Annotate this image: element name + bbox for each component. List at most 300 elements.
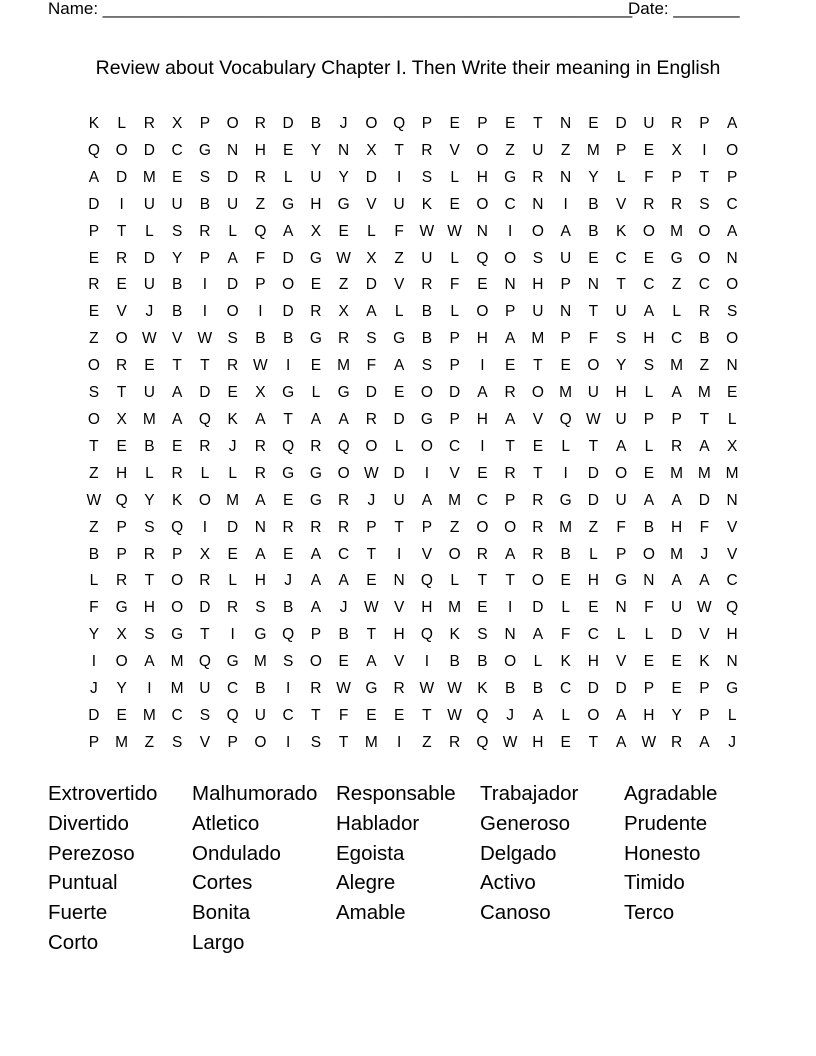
grid-letter[interactable]: N <box>532 195 544 213</box>
grid-letter[interactable]: G <box>393 330 406 348</box>
grid-letter[interactable]: A <box>504 545 516 563</box>
grid-letter[interactable]: I <box>147 680 152 698</box>
grid-letter[interactable]: A <box>615 733 627 751</box>
grid-letter[interactable]: M <box>586 141 600 159</box>
grid-letter[interactable]: L <box>450 303 459 321</box>
grid-letter[interactable]: D <box>449 384 461 402</box>
grid-letter[interactable]: L <box>644 626 654 644</box>
grid-letter[interactable]: A <box>421 491 433 509</box>
grid-letter[interactable]: D <box>671 626 683 644</box>
grid-letter[interactable]: L <box>561 706 570 724</box>
grid-letter[interactable]: U <box>393 195 405 213</box>
grid-letter[interactable]: F <box>560 626 571 644</box>
grid-letter[interactable]: Z <box>255 195 266 213</box>
grid-letter[interactable]: E <box>643 249 655 267</box>
grid-letter[interactable]: A <box>88 168 100 186</box>
grid-letter[interactable]: J <box>145 303 154 321</box>
grid-letter[interactable]: P <box>726 168 738 186</box>
grid-letter[interactable]: W <box>419 680 435 698</box>
grid-letter[interactable]: T <box>200 626 210 644</box>
grid-letter[interactable]: Z <box>89 518 99 536</box>
grid-letter[interactable]: F <box>366 357 377 375</box>
grid-letter[interactable]: S <box>477 626 488 644</box>
grid-letter[interactable]: E <box>227 384 238 402</box>
grid-letter[interactable]: M <box>170 680 184 698</box>
grid-letter[interactable]: L <box>450 572 459 590</box>
grid-letter[interactable]: L <box>616 626 626 644</box>
grid-letter[interactable]: V <box>615 653 627 671</box>
grid-letter[interactable]: G <box>115 599 128 617</box>
grid-letter[interactable]: N <box>254 518 266 536</box>
grid-letter[interactable]: P <box>116 545 127 563</box>
grid-letter[interactable]: I <box>285 357 291 375</box>
grid-letter[interactable]: H <box>310 195 322 213</box>
grid-letter[interactable]: C <box>643 276 655 294</box>
grid-letter[interactable]: D <box>116 168 128 186</box>
grid-letter[interactable]: B <box>532 680 544 698</box>
grid-letter[interactable]: X <box>171 115 183 132</box>
grid-letter[interactable]: N <box>560 115 572 132</box>
grid-letter[interactable]: Y <box>615 357 627 375</box>
grid-letter[interactable]: T <box>505 572 515 590</box>
grid-letter[interactable]: G <box>365 680 378 698</box>
grid-letter[interactable]: E <box>338 222 349 240</box>
grid-letter[interactable]: U <box>560 249 572 267</box>
grid-letter[interactable]: A <box>282 222 294 240</box>
grid-letter[interactable]: H <box>254 141 266 159</box>
grid-letter[interactable]: A <box>227 249 238 267</box>
grid-letter[interactable]: Z <box>338 276 349 294</box>
grid-letter[interactable]: Y <box>338 168 349 186</box>
grid-letter[interactable]: W <box>641 733 657 751</box>
grid-letter[interactable]: E <box>532 437 544 455</box>
grid-letter[interactable]: D <box>615 115 627 132</box>
grid-letter[interactable]: D <box>143 141 155 159</box>
grid-letter[interactable]: B <box>171 303 183 321</box>
grid-letter[interactable]: D <box>282 115 294 132</box>
grid-letter[interactable]: B <box>588 222 599 240</box>
grid-letter[interactable]: B <box>560 545 571 563</box>
grid-letter[interactable]: M <box>448 599 462 617</box>
grid-letter[interactable]: S <box>310 733 322 751</box>
grid-letter[interactable]: P <box>449 410 460 428</box>
grid-letter[interactable]: K <box>171 491 183 509</box>
grid-letter[interactable]: E <box>116 437 127 455</box>
grid-letter[interactable]: C <box>671 330 683 348</box>
grid-letter[interactable]: A <box>477 384 488 402</box>
grid-letter[interactable]: P <box>615 545 627 563</box>
grid-letter[interactable]: W <box>364 464 379 482</box>
grid-letter[interactable]: S <box>171 222 183 240</box>
grid-letter[interactable]: J <box>284 572 292 590</box>
grid-letter[interactable]: W <box>419 222 435 240</box>
grid-letter[interactable]: O <box>476 195 489 213</box>
grid-letter[interactable]: N <box>560 168 572 186</box>
grid-letter[interactable]: O <box>504 518 517 536</box>
grid-letter[interactable]: R <box>310 437 322 455</box>
grid-letter[interactable]: O <box>115 330 128 348</box>
grid-letter[interactable]: M <box>142 410 156 428</box>
grid-letter[interactable]: D <box>365 168 377 186</box>
grid-letter[interactable]: R <box>310 303 322 321</box>
grid-letter[interactable]: P <box>88 222 100 240</box>
grid-letter[interactable]: Z <box>560 141 571 159</box>
grid-letter[interactable]: A <box>366 303 377 321</box>
grid-letter[interactable]: E <box>671 653 682 671</box>
grid-letter[interactable]: J <box>367 491 376 509</box>
grid-letter[interactable]: V <box>199 733 211 751</box>
grid-letter[interactable]: C <box>587 626 599 644</box>
grid-letter[interactable]: P <box>671 168 682 186</box>
grid-letter[interactable]: O <box>309 653 322 671</box>
grid-letter[interactable]: E <box>393 706 405 724</box>
grid-letter[interactable]: H <box>116 464 128 482</box>
grid-letter[interactable]: R <box>671 437 683 455</box>
grid-letter[interactable]: O <box>87 410 100 428</box>
grid-letter[interactable]: E <box>116 706 127 724</box>
grid-letter[interactable]: T <box>422 706 432 724</box>
grid-letter[interactable]: E <box>477 599 488 617</box>
grid-letter[interactable]: F <box>644 168 654 186</box>
grid-letter[interactable]: P <box>116 518 127 536</box>
grid-letter[interactable]: O <box>282 276 295 294</box>
grid-letter[interactable]: Z <box>505 141 515 159</box>
grid-letter[interactable]: F <box>699 518 710 536</box>
grid-letter[interactable]: V <box>699 626 710 644</box>
grid-letter[interactable]: Q <box>420 572 433 590</box>
grid-letter[interactable]: X <box>116 626 127 644</box>
grid-letter[interactable]: J <box>339 599 348 617</box>
grid-letter[interactable]: O <box>87 357 100 375</box>
grid-letter[interactable]: C <box>282 706 294 724</box>
grid-letter[interactable]: O <box>226 115 239 132</box>
grid-letter[interactable]: I <box>507 599 513 617</box>
grid-letter[interactable]: O <box>531 222 544 240</box>
grid-letter[interactable]: O <box>420 437 433 455</box>
grid-letter[interactable]: T <box>144 572 155 590</box>
grid-letter[interactable]: P <box>504 491 516 509</box>
grid-letter[interactable]: P <box>449 330 460 348</box>
grid-letter[interactable]: X <box>338 303 349 321</box>
grid-letter[interactable]: C <box>449 437 461 455</box>
grid-letter[interactable]: I <box>702 141 707 159</box>
grid-letter[interactable]: P <box>504 303 516 321</box>
grid-letter[interactable]: E <box>116 276 127 294</box>
grid-letter[interactable]: P <box>199 115 211 132</box>
grid-letter[interactable]: M <box>170 653 184 671</box>
grid-letter[interactable]: A <box>560 222 571 240</box>
grid-letter[interactable]: X <box>726 437 738 455</box>
grid-letter[interactable]: P <box>643 410 655 428</box>
grid-letter[interactable]: G <box>282 384 295 402</box>
grid-letter[interactable]: E <box>504 357 516 375</box>
grid-letter[interactable]: W <box>197 330 213 348</box>
grid-letter[interactable]: M <box>559 384 573 402</box>
grid-letter[interactable]: A <box>671 572 682 590</box>
grid-letter[interactable]: B <box>88 545 100 563</box>
grid-letter[interactable]: D <box>365 384 377 402</box>
grid-letter[interactable]: A <box>255 545 266 563</box>
grid-letter[interactable]: G <box>309 491 322 509</box>
grid-letter[interactable]: K <box>477 680 488 698</box>
grid-letter[interactable]: P <box>560 330 571 348</box>
grid-letter[interactable]: B <box>255 680 266 698</box>
grid-letter[interactable]: L <box>561 437 570 455</box>
grid-letter[interactable]: A <box>643 303 655 321</box>
grid-letter[interactable]: H <box>393 626 405 644</box>
grid-letter[interactable]: L <box>367 222 376 240</box>
grid-letter[interactable]: P <box>699 706 710 724</box>
grid-letter[interactable]: I <box>202 518 208 536</box>
grid-letter[interactable]: A <box>393 357 405 375</box>
grid-letter[interactable]: I <box>396 168 402 186</box>
grid-letter[interactable]: T <box>699 168 710 186</box>
grid-letter[interactable]: Q <box>476 733 489 751</box>
grid-letter[interactable]: X <box>199 545 211 563</box>
grid-letter[interactable]: L <box>727 706 737 724</box>
grid-letter[interactable]: A <box>144 653 155 671</box>
grid-letter[interactable]: O <box>171 599 184 617</box>
grid-letter[interactable]: U <box>615 410 627 428</box>
grid-letter[interactable]: B <box>421 330 433 348</box>
grid-letter[interactable]: R <box>199 572 211 590</box>
grid-letter[interactable]: W <box>336 680 351 698</box>
grid-letter[interactable]: E <box>449 195 460 213</box>
grid-letter[interactable]: N <box>726 491 738 509</box>
grid-letter[interactable]: D <box>532 599 544 617</box>
grid-letter[interactable]: V <box>615 195 627 213</box>
grid-letter[interactable]: C <box>338 545 350 563</box>
grid-letter[interactable]: R <box>671 733 683 751</box>
grid-letter[interactable]: Q <box>393 115 406 132</box>
grid-letter[interactable]: T <box>116 222 127 240</box>
grid-letter[interactable]: A <box>615 706 627 724</box>
grid-letter[interactable]: G <box>309 249 322 267</box>
grid-letter[interactable]: K <box>88 115 100 132</box>
grid-letter[interactable]: U <box>143 195 155 213</box>
grid-letter[interactable]: Q <box>337 437 350 455</box>
grid-letter[interactable]: T <box>338 733 349 751</box>
grid-letter[interactable]: S <box>227 330 238 348</box>
grid-letter[interactable]: L <box>145 222 154 240</box>
grid-letter[interactable]: T <box>394 141 404 159</box>
grid-letter[interactable]: R <box>254 115 266 132</box>
grid-letter[interactable]: V <box>532 410 544 428</box>
grid-letter[interactable]: Q <box>282 626 295 644</box>
grid-letter[interactable]: R <box>254 464 266 482</box>
grid-letter[interactable]: L <box>561 599 570 617</box>
grid-letter[interactable]: O <box>726 141 739 159</box>
grid-letter[interactable]: U <box>532 303 544 321</box>
grid-letter[interactable]: T <box>366 626 377 644</box>
grid-letter[interactable]: K <box>615 222 627 240</box>
grid-letter[interactable]: B <box>255 330 266 348</box>
grid-letter[interactable]: S <box>643 357 655 375</box>
grid-letter[interactable]: U <box>227 195 239 213</box>
grid-letter[interactable]: A <box>171 410 183 428</box>
grid-letter[interactable]: C <box>698 276 710 294</box>
grid-letter[interactable]: A <box>726 222 738 240</box>
grid-letter[interactable]: R <box>171 464 183 482</box>
grid-letter[interactable]: N <box>726 357 738 375</box>
grid-letter[interactable]: H <box>726 626 738 644</box>
grid-letter[interactable]: T <box>394 518 404 536</box>
grid-letter[interactable]: R <box>671 195 683 213</box>
grid-letter[interactable]: B <box>504 680 516 698</box>
grid-letter[interactable]: I <box>285 733 291 751</box>
grid-letter[interactable]: W <box>336 249 351 267</box>
grid-letter[interactable]: O <box>448 545 461 563</box>
grid-letter[interactable]: G <box>309 464 322 482</box>
grid-letter[interactable]: R <box>504 384 516 402</box>
grid-letter[interactable]: R <box>227 599 239 617</box>
grid-letter[interactable]: T <box>616 276 626 294</box>
grid-letter[interactable]: T <box>533 464 543 482</box>
grid-letter[interactable]: C <box>560 680 572 698</box>
grid-letter[interactable]: H <box>587 572 599 590</box>
grid-letter[interactable]: S <box>726 303 738 321</box>
grid-letter[interactable]: R <box>199 222 211 240</box>
grid-letter[interactable]: U <box>171 195 183 213</box>
grid-letter[interactable]: D <box>199 599 211 617</box>
grid-letter[interactable]: L <box>672 303 681 321</box>
grid-letter[interactable]: B <box>588 195 599 213</box>
grid-letter[interactable]: R <box>532 518 544 536</box>
grid-letter[interactable]: S <box>199 168 211 186</box>
grid-letter[interactable]: S <box>144 626 155 644</box>
grid-letter[interactable]: M <box>531 330 545 348</box>
grid-letter[interactable]: Q <box>254 222 267 240</box>
grid-letter[interactable]: T <box>172 357 182 375</box>
grid-letter[interactable]: M <box>115 733 129 751</box>
grid-letter[interactable]: B <box>643 518 655 536</box>
grid-letter[interactable]: L <box>450 168 459 186</box>
grid-letter[interactable]: H <box>254 572 266 590</box>
grid-letter[interactable]: B <box>338 626 349 644</box>
grid-letter[interactable]: E <box>643 653 655 671</box>
grid-letter[interactable]: L <box>117 115 126 132</box>
grid-letter[interactable]: H <box>476 168 488 186</box>
grid-letter[interactable]: P <box>477 115 488 132</box>
grid-letter[interactable]: H <box>643 330 655 348</box>
grid-letter[interactable]: R <box>421 276 433 294</box>
grid-letter[interactable]: M <box>226 491 240 509</box>
grid-letter[interactable]: Y <box>310 141 322 159</box>
grid-letter[interactable]: G <box>282 195 295 213</box>
grid-letter[interactable]: M <box>697 464 711 482</box>
grid-letter[interactable]: L <box>616 168 626 186</box>
grid-letter[interactable]: A <box>310 572 322 590</box>
grid-letter[interactable]: H <box>671 518 683 536</box>
grid-letter[interactable]: N <box>726 653 738 671</box>
grid-letter[interactable]: X <box>116 410 127 428</box>
grid-letter[interactable]: F <box>255 249 266 267</box>
grid-letter[interactable]: A <box>615 437 627 455</box>
grid-letter[interactable]: E <box>282 141 294 159</box>
grid-letter[interactable]: I <box>91 653 97 671</box>
grid-letter[interactable]: K <box>699 653 710 671</box>
grid-letter[interactable]: Q <box>198 410 211 428</box>
grid-letter[interactable]: L <box>228 572 237 590</box>
grid-letter[interactable]: R <box>88 276 100 294</box>
grid-letter[interactable]: X <box>366 141 377 159</box>
grid-letter[interactable]: D <box>88 706 100 724</box>
grid-letter[interactable]: V <box>449 141 460 159</box>
grid-letter[interactable]: S <box>366 330 377 348</box>
grid-letter[interactable]: Q <box>226 706 239 724</box>
grid-letter[interactable]: E <box>88 303 100 321</box>
grid-letter[interactable]: F <box>89 599 99 617</box>
grid-letter[interactable]: Z <box>588 518 599 536</box>
grid-letter[interactable]: D <box>393 410 405 428</box>
grid-letter[interactable]: Q <box>559 410 572 428</box>
grid-letter[interactable]: E <box>171 168 183 186</box>
grid-letter[interactable]: O <box>198 491 211 509</box>
grid-letter[interactable]: N <box>643 572 655 590</box>
grid-letter[interactable]: E <box>643 141 655 159</box>
grid-letter[interactable]: T <box>588 303 599 321</box>
grid-letter[interactable]: A <box>671 491 682 509</box>
grid-letter[interactable]: N <box>615 599 627 617</box>
grid-letter[interactable]: G <box>337 384 350 402</box>
grid-letter[interactable]: X <box>671 141 682 159</box>
grid-letter[interactable]: A <box>255 410 266 428</box>
grid-letter[interactable]: S <box>255 599 266 617</box>
grid-letter[interactable]: H <box>587 653 599 671</box>
grid-letter[interactable]: E <box>393 384 405 402</box>
grid-letter[interactable]: D <box>365 276 377 294</box>
grid-letter[interactable]: E <box>477 464 488 482</box>
grid-letter[interactable]: M <box>364 733 378 751</box>
grid-letter[interactable]: A <box>671 384 682 402</box>
grid-letter[interactable]: M <box>559 518 573 536</box>
grid-letter[interactable]: G <box>171 626 184 644</box>
grid-letter[interactable]: U <box>199 680 211 698</box>
grid-letter[interactable]: W <box>586 410 601 428</box>
grid-letter[interactable]: A <box>338 572 349 590</box>
grid-letter[interactable]: Q <box>198 653 211 671</box>
grid-letter[interactable]: U <box>254 706 266 724</box>
grid-letter[interactable]: L <box>727 410 737 428</box>
grid-letter[interactable]: J <box>90 680 98 698</box>
grid-letter[interactable]: J <box>228 437 237 455</box>
grid-letter[interactable]: K <box>560 653 571 671</box>
grid-letter[interactable]: U <box>143 276 155 294</box>
grid-letter[interactable]: Z <box>144 733 155 751</box>
grid-letter[interactable]: Q <box>87 141 100 159</box>
grid-letter[interactable]: T <box>533 115 543 132</box>
grid-letter[interactable]: E <box>726 384 738 402</box>
grid-letter[interactable]: L <box>228 464 237 482</box>
grid-letter[interactable]: C <box>726 195 738 213</box>
grid-letter[interactable]: A <box>532 626 544 644</box>
grid-letter[interactable]: B <box>421 303 433 321</box>
grid-letter[interactable]: L <box>89 572 99 590</box>
grid-letter[interactable]: A <box>699 733 710 751</box>
grid-letter[interactable]: I <box>424 464 430 482</box>
grid-letter[interactable]: A <box>338 410 349 428</box>
grid-letter[interactable]: O <box>365 115 378 132</box>
grid-letter[interactable]: P <box>366 518 377 536</box>
grid-letter[interactable]: D <box>88 195 100 213</box>
grid-letter[interactable]: H <box>476 330 488 348</box>
grid-letter[interactable]: X <box>366 249 377 267</box>
grid-letter[interactable]: O <box>587 357 600 375</box>
grid-letter[interactable]: O <box>420 384 433 402</box>
grid-letter[interactable]: E <box>366 706 377 724</box>
grid-letter[interactable]: F <box>338 706 349 724</box>
grid-letter[interactable]: Q <box>476 249 489 267</box>
